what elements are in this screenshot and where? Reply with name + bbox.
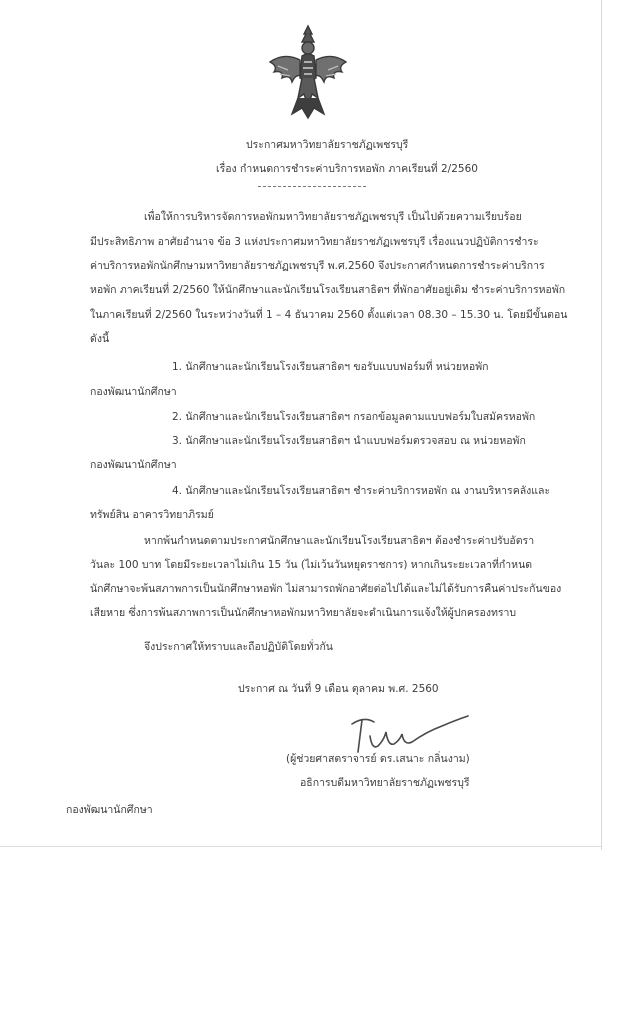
- paragraph1-line: หอพัก ภาคเรียนที่ 2/2560 ให้นักศึกษาและนักเรียนโรงเรียนสาธิตฯ ที่พักอาศัยอยู่เดิม ชำระค่าบริการหอพัก: [90, 284, 566, 296]
- step-2: 2. นักศึกษาและนักเรียนโรงเรียนสาธิตฯ กรอกข้อมูลตามแบบฟอร์มใบสมัครหอพัก: [172, 411, 536, 423]
- step-3-continued: กองพัฒนานักศึกษา: [90, 459, 177, 471]
- paragraph1-line: ในภาคเรียนที่ 2/2560 ในระหว่างวันที่ 1 – 4 ธันวาคม 2560 ตั้งแต่เวลา 08.30 – 15.30 น. โดยมีขั้นตอน: [90, 309, 568, 321]
- step-3: 3. นักศึกษาและนักเรียนโรงเรียนสาธิตฯ นำแบบฟอร์มตรวจสอบ ณ หน่วยหอพัก: [172, 435, 526, 447]
- signer-name: (ผู้ช่วยศาสตราจารย์ ดร.เสนาะ กลิ่นงาม): [286, 753, 470, 765]
- paragraph1-line: ดังนี้: [90, 333, 110, 345]
- issuer-title: ประกาศมหาวิทยาลัยราชภัฏเพชรบุรี: [246, 139, 409, 151]
- step-4-continued: ทรัพย์สิน อาคารวิทยาภิรมย์: [90, 509, 214, 521]
- paragraph1-line: ค่าบริการหอพักนักศึกษามหาวิทยาลัยราชภัฏเพชรบุรี พ.ศ.2560 จึงประกาศกำหนดการชำระค่าบริการ: [90, 260, 545, 272]
- page-edge-bottom: [0, 846, 601, 847]
- paragraph2-line: วันละ 100 บาท โดยมีระยะเวลาไม่เกิน 15 วัน (ไม่เว้นวันหยุดราชการ) หากเกินระยะเวลาที่กำหนด: [90, 559, 533, 571]
- closing-statement: จึงประกาศให้ทราบและถือปฏิบัติโดยทั่วกัน: [144, 641, 333, 653]
- step-4: 4. นักศึกษาและนักเรียนโรงเรียนสาธิตฯ ชำระค่าบริการหอพัก ณ งานบริหารคลังและ: [172, 485, 551, 497]
- paragraph2-line: เสียหาย ซึ่งการพ้นสภาพการเป็นนักศึกษาหอพักมหาวิทยาลัยจะดำเนินการแจ้งให้ผู้ปกครองทราบ: [90, 607, 517, 619]
- paragraph2-line: หากพ้นกำหนดตามประกาศนักศึกษาและนักเรียนโรงเรียนสาธิตฯ ต้องชำระค่าปรับอัตรา: [144, 535, 535, 547]
- signer-position: อธิการบดีมหาวิทยาลัยราชภัฏเพชรบุรี: [300, 777, 470, 789]
- page-edge-right: [601, 0, 602, 850]
- announcement-date: ประกาศ ณ วันที่ 9 เดือน ตุลาคม พ.ศ. 2560: [238, 683, 439, 695]
- title-separator: [258, 186, 366, 187]
- paragraph2-line: นักศึกษาจะพ้นสภาพการเป็นนักศึกษาหอพัก ไม่สามารถพักอาศัยต่อไปได้และไม่ได้รับการคืนค่าประกันของ: [90, 583, 562, 595]
- subject-line: เรื่อง กำหนดการชำระค่าบริการหอพัก ภาคเรียนที่ 2/2560: [216, 163, 478, 175]
- paragraph1-line: เพื่อให้การบริหารจัดการหอพักมหาวิทยาลัยราชภัฏเพชรบุรี เป็นไปด้วยความเรียบร้อย: [144, 211, 522, 223]
- garuda-emblem-icon: [258, 22, 358, 122]
- footer-department: กองพัฒนานักศึกษา: [66, 804, 153, 816]
- step-1-continued: กองพัฒนานักศึกษา: [90, 386, 177, 398]
- step-1: 1. นักศึกษาและนักเรียนโรงเรียนสาธิตฯ ขอรับแบบฟอร์มที่ หน่วยหอพัก: [172, 361, 489, 373]
- paragraph1-line: มีประสิทธิภาพ อาศัยอำนาจ ข้อ 3 แห่งประกาศมหาวิทยาลัยราชภัฏเพชรบุรี เรื่องแนวปฏิบัติการชำระ: [90, 236, 539, 248]
